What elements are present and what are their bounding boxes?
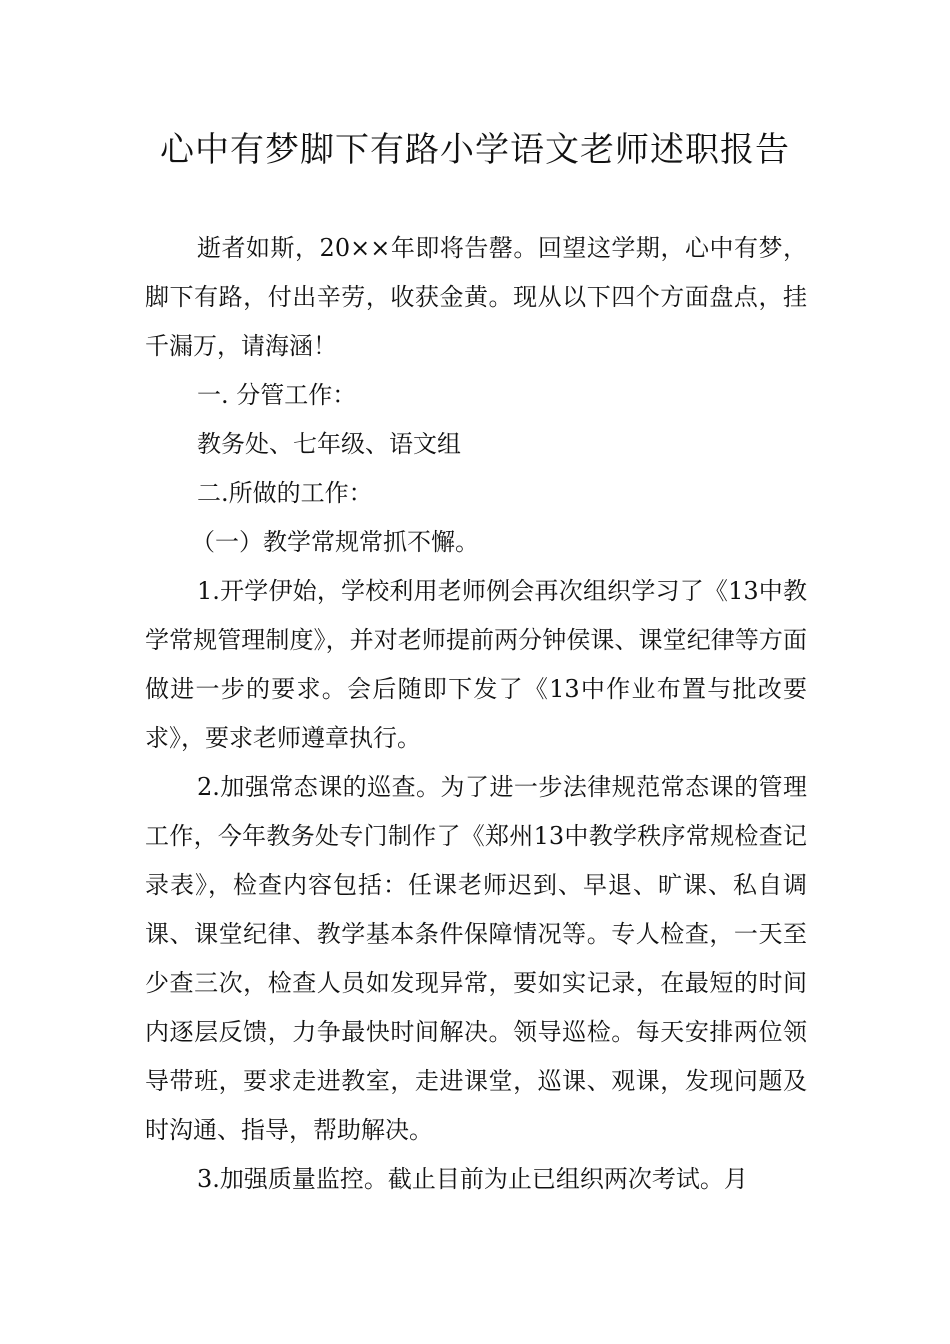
paragraph-responsibilities: 教务处、七年级、语文组 [197, 430, 461, 458]
paragraph-section-2-heading: 二.所做的工作： [197, 479, 373, 507]
paragraph-section-1-heading: 一. 分管工作： [197, 381, 357, 409]
paragraph-item-3: 3.加强质量监控。截止目前为止已组织两次考试。月 [197, 1165, 748, 1193]
document-body [145, 224, 807, 1204]
paragraph-subsection-1-heading: （一）教学常规常抓不懈。 [191, 528, 479, 556]
document-title: 心中有梦脚下有路小学语文老师述职报告 [160, 130, 790, 170]
paragraph-item-2: 2.加强常态课的巡查。为了进一步法律规范常态课的管理工作，今年教务处专门制作了《郑州13中教学秩序常规检查记录表》，检查内容包括：任课老师迟到、早退、旷课、私自调课、课堂纪律、教学基本条件保障情况等。专人检查，一天至少查三次，检查人员如发现异常，要如实记录，在最短的时间内逐层反馈，力争最快时间解决。领导巡检。每天安排两位领导带班，要求走进教室，走进课堂，巡课、观课，发现问题及时沟通、指导，帮助解决。 [145, 773, 807, 1144]
paragraph-item-1: 1.开学伊始，学校利用老师例会再次组织学习了《13中教学常规管理制度》，并对老师提前两分钟侯课、课堂纪律等方面做进一步的要求。会后随即下发了《13中作业布置与批改要求》，要求老师遵章执行。 [145, 577, 807, 752]
paragraph-intro: 逝者如斯，20××年即将告罄。回望这学期，心中有梦，脚下有路，付出辛劳，收获金黄。现从以下四个方面盘点，挂千漏万，请海涵！ [145, 234, 807, 360]
